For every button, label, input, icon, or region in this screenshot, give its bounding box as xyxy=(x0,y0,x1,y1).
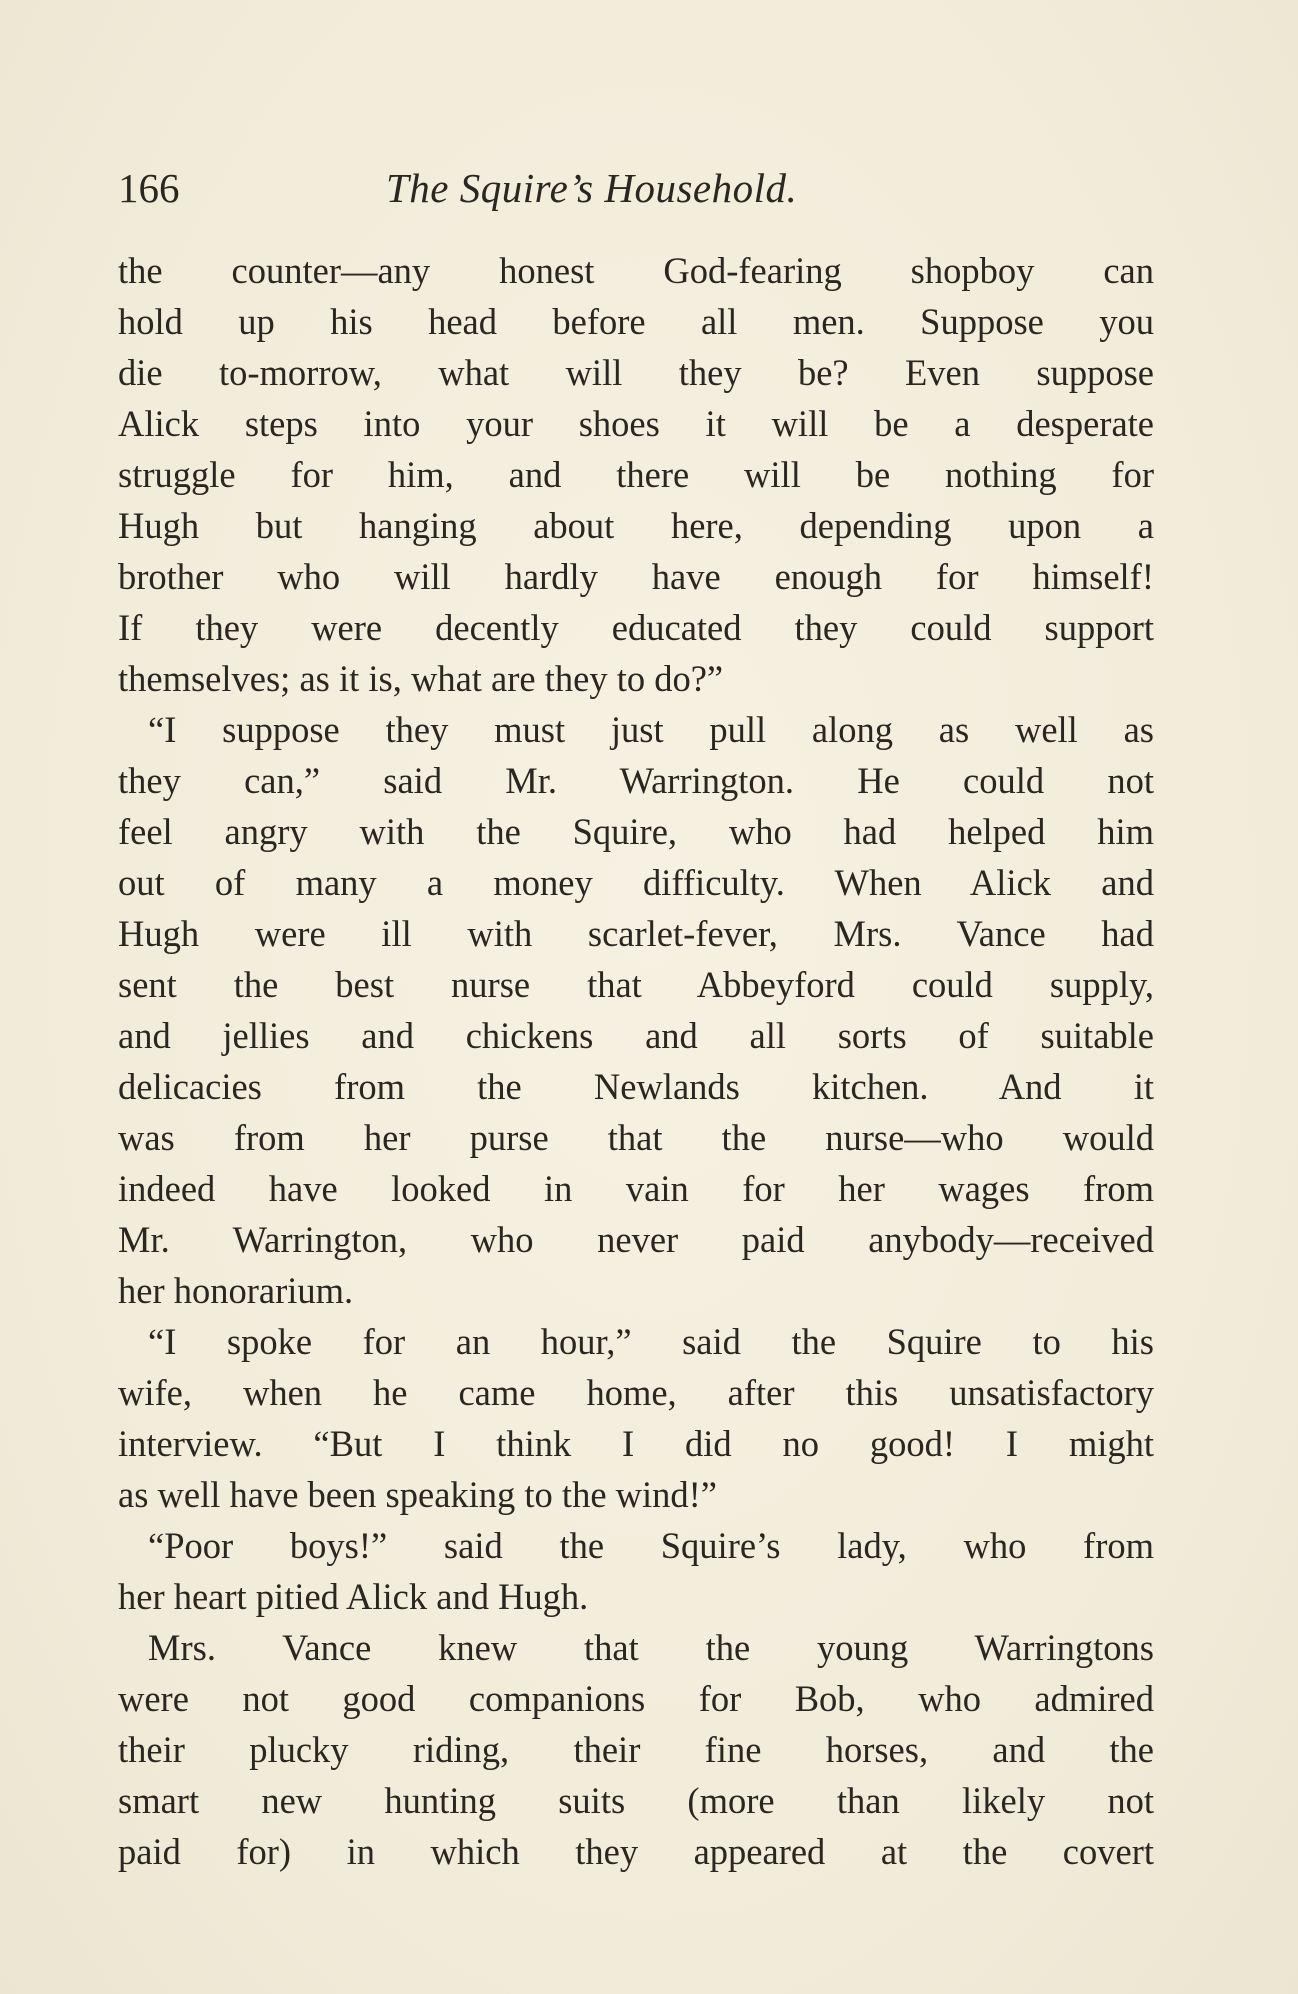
text-line: smart new hunting suits (more than likely not xyxy=(118,1780,1154,1821)
text-line: struggle for him, and there will be nothing for xyxy=(118,454,1154,495)
text-line: the counter—any honest God-fearing shopboy can xyxy=(118,250,1154,291)
text-line: brother who will hardly have enough for himself! xyxy=(118,556,1154,597)
body-text xyxy=(118,245,1154,1877)
text-line: delicacies from the Newlands kitchen. And it xyxy=(118,1066,1154,1107)
text-line: Mrs. Vance knew that the young Warringtons xyxy=(148,1627,1154,1668)
text-line: as well have been speaking to the wind!” xyxy=(118,1474,718,1515)
page-header xyxy=(118,158,1178,218)
text-line: hold up his head before all men. Suppose you xyxy=(118,301,1154,342)
text-line: her heart pitied Alick and Hugh. xyxy=(118,1576,589,1617)
text-line: Mr. Warrington, who never paid anybody—received xyxy=(118,1219,1154,1260)
text-line: interview. “But I think I did no good! I might xyxy=(118,1423,1154,1464)
text-line: sent the best nurse that Abbeyford could supply, xyxy=(118,964,1154,1005)
running-title: The Squire’s Household. xyxy=(386,165,798,211)
text-line: her honorarium. xyxy=(118,1270,354,1311)
text-line: Hugh were ill with scarlet-fever, Mrs. Vance had xyxy=(118,913,1154,954)
text-line: wife, when he came home, after this unsatisfactory xyxy=(118,1372,1154,1413)
text-line: themselves; as it is, what are they to do?” xyxy=(118,658,724,699)
text-line: “I suppose they must just pull along as well as xyxy=(148,709,1154,750)
text-line: they can,” said Mr. Warrington. He could not xyxy=(118,760,1154,801)
text-line: were not good companions for Bob, who admired xyxy=(118,1678,1154,1719)
text-line: Alick steps into your shoes it will be a desperate xyxy=(118,403,1154,444)
text-line: “Poor boys!” said the Squire’s lady, who from xyxy=(148,1525,1154,1566)
text-line: their plucky riding, their fine horses, and the xyxy=(118,1729,1154,1770)
text-line: out of many a money difficulty. When Alick and xyxy=(118,862,1154,903)
text-line: was from her purse that the nurse—who would xyxy=(118,1117,1154,1158)
page-number: 166 xyxy=(118,165,180,211)
text-line: “I spoke for an hour,” said the Squire to his xyxy=(148,1321,1154,1362)
text-line: feel angry with the Squire, who had helped him xyxy=(118,811,1154,852)
text-line: and jellies and chickens and all sorts of suitable xyxy=(118,1015,1154,1056)
text-line: indeed have looked in vain for her wages from xyxy=(118,1168,1154,1209)
text-line: If they were decently educated they could support xyxy=(118,607,1154,648)
text-line: die to-morrow, what will they be? Even suppose xyxy=(118,352,1154,393)
text-line: paid for) in which they appeared at the covert xyxy=(118,1831,1154,1872)
text-line: Hugh but hanging about here, depending upon a xyxy=(118,505,1154,546)
